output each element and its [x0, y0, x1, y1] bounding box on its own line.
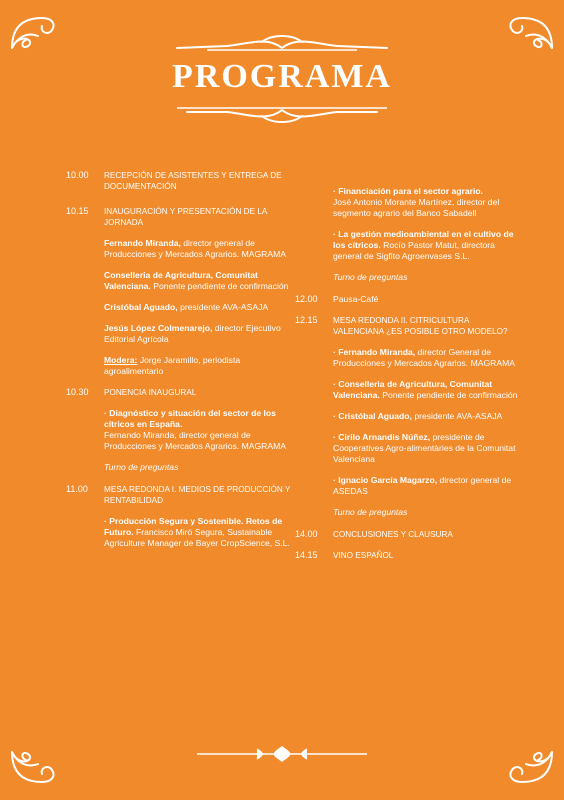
speaker-item: [333, 379, 520, 401]
program-entry: [66, 387, 296, 398]
program-entry: [66, 206, 296, 228]
corner-ornament-icon: [8, 12, 60, 52]
program-entry: [295, 550, 520, 561]
speaker-name: · Fernando Miranda,: [333, 347, 416, 357]
speaker-item: [104, 270, 296, 292]
entry-time: 10.30: [66, 387, 89, 397]
talk-item: [333, 186, 520, 219]
speaker-item: [333, 347, 520, 369]
speaker-name: · Cristóbal Aguado,: [333, 411, 412, 421]
program-entry: [66, 484, 296, 506]
talk-title: · Diagnóstico y situación del sector de los cítricos en España.: [104, 408, 276, 429]
speaker-item: [104, 238, 296, 260]
program-entry: [295, 294, 520, 305]
speaker-item: [104, 302, 296, 313]
speaker-role: presidente AVA-ASAJA: [177, 302, 269, 312]
talk-item: [104, 516, 296, 549]
entry-time: 11.00: [66, 484, 88, 494]
corner-ornament-icon: [504, 748, 556, 788]
speaker-item: [333, 411, 520, 422]
speaker-item: [333, 432, 520, 465]
talk-title: · Financiación para el sector agrario.: [333, 186, 483, 196]
entry-title: VINO ESPAÑOL: [333, 551, 394, 560]
speaker-role: director general de Producciones y Mercados Agrarios. MAGRAMA: [104, 238, 286, 259]
entry-title: RECEPCIÓN DE ASISTENTES Y ENTREGA DE DOCUMENTACIÓN: [104, 171, 282, 191]
questions-turn: Turno de preguntas: [333, 272, 408, 282]
speaker-role: Ponente pendiente de confirmación: [379, 390, 518, 400]
speaker-role: director Ejecutivo Editorial Agrícola: [104, 323, 281, 344]
moderator-name: Jorge Jaramillo, periodista agroalimentario: [104, 355, 241, 376]
questions-turn: Turno de preguntas: [333, 507, 408, 517]
questions-turn: Turno de preguntas: [104, 462, 179, 472]
talk-speaker: Rocío Pastor Matut, directora general de Sigfito Agroenvases S.L.: [333, 240, 495, 261]
entry-title: CONCLUSIONES Y CLAUSURA: [333, 530, 453, 539]
speaker-name: Jesús López Colmenarejo,: [104, 323, 213, 333]
entry-time: 10.15: [66, 206, 89, 216]
entry-title: PONENCIA INAUGURAL: [104, 388, 197, 397]
program-right-column: [295, 186, 520, 571]
speaker-name: Conselleria de Agricultura, Comunitat Valenciana.: [104, 270, 258, 291]
talk-title: · La gestión medioambiental en el cultivo de los cítricos.: [333, 229, 514, 250]
moderator-label: Modera:: [104, 355, 138, 365]
speaker-item: [104, 323, 296, 345]
page-title: PROGRAMA: [172, 58, 392, 95]
speaker-item: [333, 475, 520, 497]
speaker-role: Ponente pendiente de confirmación: [150, 281, 289, 291]
bottom-flourish-icon: [192, 744, 372, 764]
entry-title: MESA REDONDA II. CITRICULTURA VALENCIANA ¿ES POSIBLE OTRO MODELO?: [333, 316, 508, 336]
talk-item: [104, 408, 296, 452]
speaker-role: director General de Producciones y Mercados Agrarios. MAGRAMA: [333, 347, 515, 368]
entry-time: 12.15: [295, 315, 318, 325]
moderator-item: [104, 355, 296, 377]
top-flourish-icon: [167, 34, 397, 56]
talk-speaker: Fernando Miranda, director general de Producciones y Mercados Agrarios. MAGRAMA: [104, 430, 286, 451]
speaker-name: · Ignacio García Magarzo,: [333, 475, 438, 485]
entry-title: MESA REDONDA I. MEDIOS DE PRODUCCIÓN Y RENTABILIDAD: [104, 485, 291, 505]
entry-title: Pausa-Café: [333, 294, 379, 304]
program-entry: [295, 529, 520, 540]
title-flourish-icon: [167, 102, 397, 124]
entry-time: 12.00: [295, 294, 318, 304]
entry-time: 14.15: [295, 550, 318, 560]
entry-time: 10.00: [66, 170, 89, 180]
corner-ornament-icon: [504, 12, 556, 52]
speaker-role: presidente AVA-ASAJA: [411, 411, 503, 421]
program-left-column: [66, 170, 296, 559]
program-entry: [66, 170, 296, 192]
entry-title: INAUGURACIÓN Y PRESENTACIÓN DE LA JORNADA: [104, 207, 267, 227]
talk-speaker: Francisco Miró Segura, Sustainable Agriculture Manager de Bayer CropScience, S.L.: [104, 527, 290, 548]
speaker-name: · Conselleria de Agricultura, Comunitat Valenciana.: [333, 379, 493, 400]
speaker-role: presidente de Cooperatives Agro-alimentàries de la Comunitat Valenciana: [333, 432, 516, 464]
speaker-name: · Cirilo Arnandis Núñez,: [333, 432, 431, 442]
speaker-name: Cristóbal Aguado,: [104, 302, 178, 312]
entry-time: 14.00: [295, 529, 318, 539]
talk-speaker: José Antonio Morante Martínez, director del segmento agrario del Banco Sabadell: [333, 197, 500, 218]
corner-ornament-icon: [8, 748, 60, 788]
talk-title: · Producción Segura y Sostenible. Retos de Futuro.: [104, 516, 283, 537]
program-entry: [295, 315, 520, 337]
speaker-role: director general de ASEDAS: [333, 475, 512, 496]
talk-item: [333, 229, 520, 262]
speaker-name: Fernando Miranda,: [104, 238, 181, 248]
